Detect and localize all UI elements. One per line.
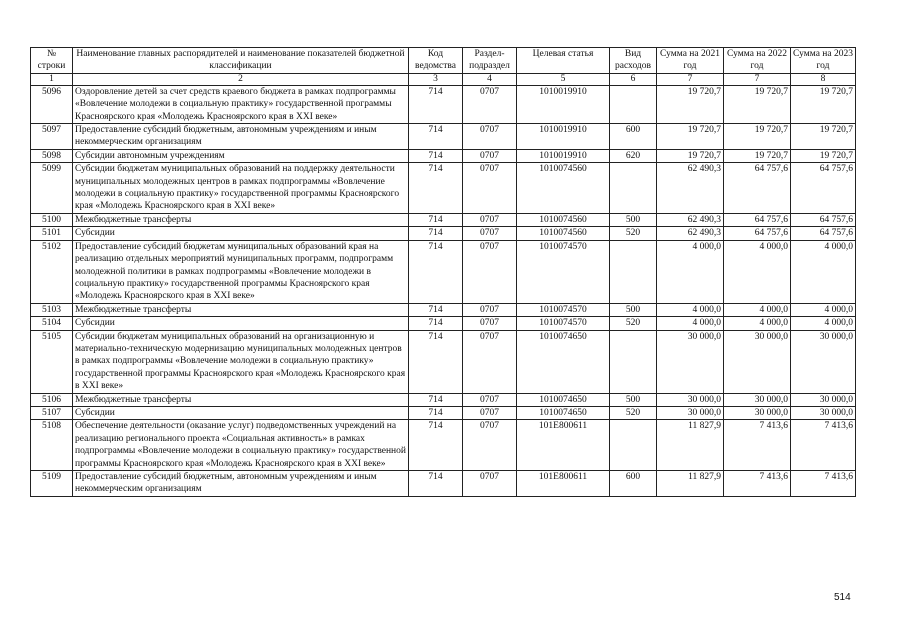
dept-code: 714 — [409, 213, 463, 226]
table-row — [31, 163, 856, 214]
table-row — [31, 330, 856, 393]
dept-code: 714 — [409, 227, 463, 240]
sum-2023: 64 757,6 — [791, 213, 856, 226]
table-row — [31, 240, 856, 303]
sum-2021: 4 000,0 — [657, 240, 724, 303]
dept-code: 714 — [409, 124, 463, 150]
table-row — [31, 149, 856, 162]
sum-2021: 11 827,9 — [657, 420, 724, 471]
row-number: 5107 — [31, 406, 73, 419]
row-name: Обеспечение деятельности (оказание услуг) подведомственных учреждений на реализацию регионального проекта «Социальная активность» в рамках подпрограммы «Вовлечение молодежи в социальную практику» государственной программы Красноярского края «Молодежь Красноярского края в XXI веке» — [73, 420, 409, 471]
header-dept: Код ведомства — [409, 48, 463, 74]
row-number: 5097 — [31, 124, 73, 150]
sum-2021: 30 000,0 — [657, 330, 724, 393]
row-number: 5098 — [31, 149, 73, 162]
sum-2021: 19 720,7 — [657, 85, 724, 123]
expense-type: 620 — [610, 149, 657, 162]
column-number: 6 — [610, 73, 657, 85]
sum-2022: 64 757,6 — [724, 213, 791, 226]
sum-2023: 4 000,0 — [791, 303, 856, 316]
target-code: 1010074570 — [517, 317, 610, 330]
header-sum-2022: Сумма на 2022 год — [724, 48, 791, 74]
sum-2021: 19 720,7 — [657, 124, 724, 150]
section-code: 0707 — [463, 471, 517, 497]
table-row — [31, 227, 856, 240]
row-number: 5096 — [31, 85, 73, 123]
sum-2022: 7 413,6 — [724, 471, 791, 497]
expense-type: 500 — [610, 303, 657, 316]
table-row — [31, 303, 856, 316]
header-sum-2021: Сумма на 2021 год — [657, 48, 724, 74]
sum-2023: 30 000,0 — [791, 406, 856, 419]
sum-2023: 64 757,6 — [791, 227, 856, 240]
row-number: 5105 — [31, 330, 73, 393]
row-number: 5104 — [31, 317, 73, 330]
target-code: 1010074560 — [517, 163, 610, 214]
sum-2022: 19 720,7 — [724, 85, 791, 123]
expense-type — [610, 330, 657, 393]
row-name: Субсидии — [73, 227, 409, 240]
row-number: 5106 — [31, 393, 73, 406]
target-code: 1010074560 — [517, 227, 610, 240]
sum-2022: 64 757,6 — [724, 227, 791, 240]
column-number: 3 — [409, 73, 463, 85]
target-code: 1010019910 — [517, 85, 610, 123]
dept-code: 714 — [409, 471, 463, 497]
dept-code: 714 — [409, 163, 463, 214]
section-code: 0707 — [463, 393, 517, 406]
sum-2022: 30 000,0 — [724, 406, 791, 419]
target-code: 101E800611 — [517, 471, 610, 497]
row-number: 5101 — [31, 227, 73, 240]
header-row-no: № строки — [31, 48, 73, 74]
column-number: 5 — [517, 73, 610, 85]
section-code: 0707 — [463, 303, 517, 316]
sum-2022: 4 000,0 — [724, 317, 791, 330]
target-code: 1010074650 — [517, 406, 610, 419]
expense-type — [610, 85, 657, 123]
budget-table — [30, 47, 856, 497]
expense-type: 520 — [610, 406, 657, 419]
table-row — [31, 213, 856, 226]
sum-2021: 62 490,3 — [657, 163, 724, 214]
target-code: 1010074650 — [517, 393, 610, 406]
column-number: 7 — [724, 73, 791, 85]
sum-2021: 62 490,3 — [657, 213, 724, 226]
sum-2021: 30 000,0 — [657, 393, 724, 406]
expense-type: 500 — [610, 393, 657, 406]
dept-code: 714 — [409, 149, 463, 162]
section-code: 0707 — [463, 85, 517, 123]
sum-2021: 62 490,3 — [657, 227, 724, 240]
table-row — [31, 393, 856, 406]
row-name: Предоставление субсидий бюджетным, автономным учреждениям и иным некоммерческим организациям — [73, 124, 409, 150]
target-code: 101E800611 — [517, 420, 610, 471]
header-section: Раздел-подраздел — [463, 48, 517, 74]
header-name: Наименование главных распорядителей и наименование показателей бюджетной классификации — [73, 48, 409, 74]
column-number-row — [31, 73, 856, 85]
expense-type: 600 — [610, 471, 657, 497]
table-row — [31, 406, 856, 419]
section-code: 0707 — [463, 420, 517, 471]
dept-code: 714 — [409, 240, 463, 303]
page-number: 514 — [834, 592, 851, 603]
column-number: 2 — [73, 73, 409, 85]
row-name: Предоставление субсидий бюджетам муниципальных образований края на реализацию отдельных мероприятий муниципальных программ, подпрограмм молодежной политики в рамках подпрограммы «Вовлечение молодежи в социальную практику» государственной программы Красноярского края «Молодежь Красноярского края в XXI веке» — [73, 240, 409, 303]
row-name: Субсидии автономным учреждениям — [73, 149, 409, 162]
row-name: Предоставление субсидий бюджетным, автономным учреждениям и иным некоммерческим организациям — [73, 471, 409, 497]
section-code: 0707 — [463, 227, 517, 240]
row-number: 5108 — [31, 420, 73, 471]
table-row — [31, 317, 856, 330]
expense-type: 600 — [610, 124, 657, 150]
sum-2023: 4 000,0 — [791, 240, 856, 303]
sum-2023: 7 413,6 — [791, 420, 856, 471]
row-number: 5099 — [31, 163, 73, 214]
section-code: 0707 — [463, 240, 517, 303]
target-code: 1010019910 — [517, 149, 610, 162]
sum-2021: 4 000,0 — [657, 303, 724, 316]
row-name: Субсидии бюджетам муниципальных образований на поддержку деятельности муниципальных молодежных центров в рамках подпрограммы «Вовлечение молодежи в социальную практику» государственной программы Красноярского края «Молодежь Красноярского края в XXI веке» — [73, 163, 409, 214]
row-number: 5103 — [31, 303, 73, 316]
section-code: 0707 — [463, 163, 517, 214]
sum-2022: 64 757,6 — [724, 163, 791, 214]
target-code: 1010074570 — [517, 240, 610, 303]
dept-code: 714 — [409, 420, 463, 471]
table-row — [31, 85, 856, 123]
dept-code: 714 — [409, 330, 463, 393]
sum-2023: 30 000,0 — [791, 393, 856, 406]
sum-2021: 11 827,9 — [657, 471, 724, 497]
expense-type — [610, 163, 657, 214]
expense-type: 520 — [610, 317, 657, 330]
dept-code: 714 — [409, 317, 463, 330]
sum-2023: 30 000,0 — [791, 330, 856, 393]
expense-type: 500 — [610, 213, 657, 226]
sum-2021: 30 000,0 — [657, 406, 724, 419]
header-sum-2023: Сумма на 2023 год — [791, 48, 856, 74]
sum-2022: 4 000,0 — [724, 303, 791, 316]
sum-2023: 19 720,7 — [791, 149, 856, 162]
column-number: 8 — [791, 73, 856, 85]
row-name: Межбюджетные трансферты — [73, 303, 409, 316]
row-name: Субсидии бюджетам муниципальных образований на организационную и материально-техническую модернизацию муниципальных молодежных центров в рамках подпрограммы «Вовлечение молодежи в социальную практику» государственной программы Красноярского края «Молодежь Красноярского края в XXI веке» — [73, 330, 409, 393]
sum-2021: 4 000,0 — [657, 317, 724, 330]
target-code: 1010074560 — [517, 213, 610, 226]
table-row — [31, 124, 856, 150]
sum-2022: 7 413,6 — [724, 420, 791, 471]
target-code: 1010074650 — [517, 330, 610, 393]
section-code: 0707 — [463, 149, 517, 162]
section-code: 0707 — [463, 213, 517, 226]
sum-2023: 4 000,0 — [791, 317, 856, 330]
header-row — [31, 48, 856, 74]
dept-code: 714 — [409, 406, 463, 419]
section-code: 0707 — [463, 330, 517, 393]
dept-code: 714 — [409, 393, 463, 406]
sum-2022: 4 000,0 — [724, 240, 791, 303]
sum-2023: 64 757,6 — [791, 163, 856, 214]
row-name: Субсидии — [73, 406, 409, 419]
sum-2022: 19 720,7 — [724, 124, 791, 150]
dept-code: 714 — [409, 303, 463, 316]
sum-2023: 19 720,7 — [791, 85, 856, 123]
table-row — [31, 471, 856, 497]
row-number: 5102 — [31, 240, 73, 303]
table-row — [31, 420, 856, 471]
row-name: Межбюджетные трансферты — [73, 393, 409, 406]
target-code: 1010074570 — [517, 303, 610, 316]
row-number: 5100 — [31, 213, 73, 226]
sum-2023: 7 413,6 — [791, 471, 856, 497]
dept-code: 714 — [409, 85, 463, 123]
header-exp-type: Вид расходов — [610, 48, 657, 74]
row-number: 5109 — [31, 471, 73, 497]
column-number: 4 — [463, 73, 517, 85]
section-code: 0707 — [463, 406, 517, 419]
section-code: 0707 — [463, 317, 517, 330]
column-number: 7 — [657, 73, 724, 85]
row-name: Субсидии — [73, 317, 409, 330]
sum-2021: 19 720,7 — [657, 149, 724, 162]
column-number: 1 — [31, 73, 73, 85]
expense-type — [610, 420, 657, 471]
row-name: Оздоровление детей за счет средств краевого бюджета в рамках подпрограммы «Вовлечение молодежи в социальную практику» государственной программы Красноярского края «Молодежь Красноярского края в XXI веке» — [73, 85, 409, 123]
section-code: 0707 — [463, 124, 517, 150]
table-body — [31, 85, 856, 496]
sum-2022: 19 720,7 — [724, 149, 791, 162]
target-code: 1010019910 — [517, 124, 610, 150]
expense-type — [610, 240, 657, 303]
header-target: Целевая статья — [517, 48, 610, 74]
row-name: Межбюджетные трансферты — [73, 213, 409, 226]
expense-type: 520 — [610, 227, 657, 240]
sum-2022: 30 000,0 — [724, 330, 791, 393]
sum-2022: 30 000,0 — [724, 393, 791, 406]
sum-2023: 19 720,7 — [791, 124, 856, 150]
